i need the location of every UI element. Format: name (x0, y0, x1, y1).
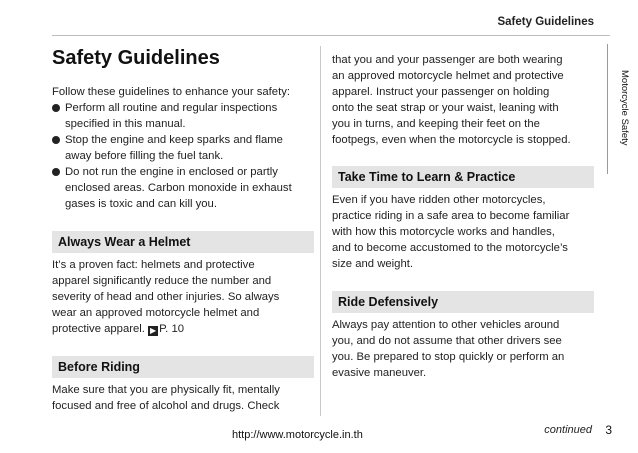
text-line: that you and your passenger are both wearing (332, 54, 563, 66)
text-line: evasive maneuver. (332, 367, 427, 379)
list-item (52, 100, 314, 132)
text-line: apparel significantly reduce the number and (52, 275, 272, 287)
page-reference-link[interactable]: P. 10 (159, 323, 185, 335)
text-line: onto the seat strap or your waist, leaning with (332, 102, 559, 114)
page-number: 3 (605, 423, 612, 437)
text-line: footpegs, even when the motorcycle is stopped. (332, 134, 571, 146)
continued-label: continued (544, 424, 592, 436)
text-line: you. Be prepared to stop quickly or perform an (332, 351, 565, 363)
text-line: you, and do not assume that other drivers see (332, 335, 562, 347)
footer-url[interactable]: http://www.motorcycle.in.th (232, 429, 363, 441)
section-heading-learn-practice: Take Time to Learn & Practice (332, 166, 594, 188)
ride-defensively-text (332, 317, 594, 381)
left-column (52, 46, 314, 414)
text-line: practice riding in a safe area to become familiar (332, 210, 570, 222)
text-line: focused and free of alcohol and drugs. Check (52, 400, 280, 412)
text-line: size and weight. (332, 258, 414, 270)
text-line: severity of head and other injuries. So always (52, 291, 280, 303)
header-rule (52, 35, 610, 36)
page-reference-icon[interactable]: ▶ (150, 326, 157, 335)
helmet-text (52, 257, 314, 337)
before-riding-text (52, 382, 314, 414)
list-item-line: Do not run the engine in enclosed or partly (65, 166, 278, 178)
list-item-line: Stop the engine and keep sparks and flame (65, 134, 283, 146)
list-item (52, 132, 314, 164)
list-item-line: specified in this manual. (65, 118, 186, 130)
list-item-line: away before filling the fuel tank. (65, 150, 224, 162)
list-item-line: Perform all routine and regular inspections (65, 102, 278, 114)
text-line: wear an approved motorcycle helmet and (52, 307, 260, 319)
learn-practice-text (332, 192, 594, 272)
list-item (52, 164, 314, 212)
section-heading-before-riding: Before Riding (52, 356, 314, 378)
list-item-line: gases is toxic and can kill you. (65, 198, 217, 210)
text-line: you in turns, and keeping their feet on the (332, 118, 540, 130)
text-line-prefix: protective apparel. (52, 323, 145, 335)
text-line (52, 321, 314, 337)
text-line: Make sure that you are physically fit, mentally (52, 384, 280, 396)
text-line: and to become accustomed to the motorcycle’s (332, 242, 568, 254)
intro-text: Follow these guidelines to enhance your safety: (52, 86, 291, 98)
text-line: Even if you have ridden other motorcycles, (332, 194, 546, 206)
bullet-icon (52, 104, 60, 112)
page-title: Safety Guidelines (52, 47, 220, 69)
text-line: an approved motorcycle helmet and protective (332, 70, 564, 82)
text-line: Always pay attention to other vehicles around (332, 319, 560, 331)
section-heading-ride-defensively: Ride Defensively (332, 291, 594, 313)
list-item-line: enclosed areas. Carbon monoxide in exhaust (65, 182, 292, 194)
column-divider (320, 46, 321, 416)
right-column (332, 52, 594, 381)
text-line: It’s a proven fact: helmets and protective (52, 259, 255, 271)
section-heading-helmet: Always Wear a Helmet (52, 231, 314, 253)
bullet-icon (52, 136, 60, 144)
text-line: with how this motorcycle works and handles, (332, 226, 555, 238)
continuation-text (332, 52, 594, 148)
side-tab-label: Motorcycle Safety (619, 70, 630, 146)
bullet-icon (52, 168, 60, 176)
text-line: apparel. Instruct your passenger on holding (332, 86, 550, 98)
running-header: Safety Guidelines (497, 16, 594, 28)
guideline-list (52, 100, 314, 212)
